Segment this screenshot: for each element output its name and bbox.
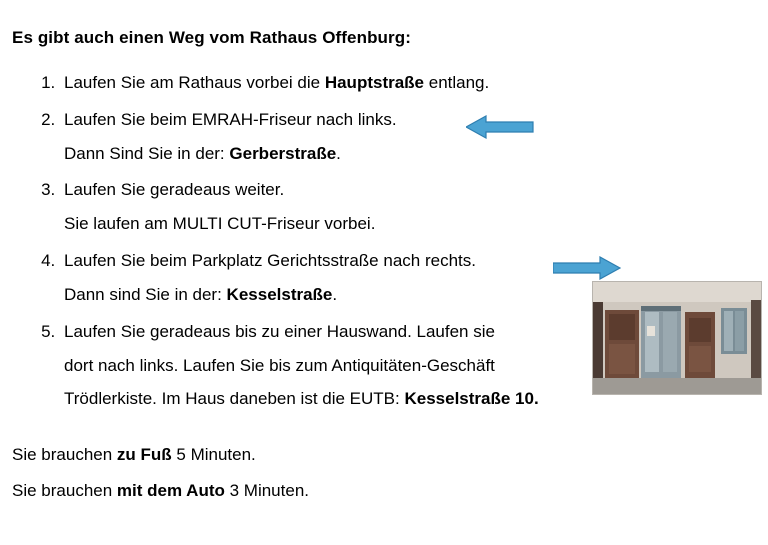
emphasized-text: Hauptstraße <box>324 73 425 92</box>
emphasized-text: Gerberstraße <box>229 143 337 163</box>
body-text: Laufen Sie beim Parkplatz Gerichtsstraße nach rechts. <box>64 251 476 271</box>
travel-time-line <box>12 442 750 468</box>
list-item <box>60 70 750 96</box>
body-text: . <box>336 143 341 163</box>
instruction-line <box>64 248 750 274</box>
body-text: Laufen Sie am Rathaus vorbei die <box>64 73 325 92</box>
body-text: Dann sind Sie in der: <box>64 284 227 304</box>
emphasized-text: Kesselstraße 10. <box>404 389 539 409</box>
body-text: Laufen Sie geradeaus bis zu einer Hauswand. Laufen sie <box>64 321 495 341</box>
emphasized-text: Kesselstraße <box>226 284 333 304</box>
instruction-line <box>64 211 750 237</box>
body-text: Laufen Sie geradeaus weiter. <box>64 180 285 200</box>
body-text: . <box>332 284 338 304</box>
body-text: Sie brauchen <box>12 445 117 465</box>
emphasized-text: mit dem Auto <box>116 480 225 500</box>
instruction-line <box>64 141 750 167</box>
arrow-pointing-right-icon <box>553 256 621 280</box>
emphasized-text: zu Fuß <box>116 445 172 465</box>
body-text: Dann Sind Sie in der: <box>64 143 230 163</box>
building-entrance-photo <box>592 281 762 395</box>
page-title: Es gibt auch einen Weg vom Rathaus Offenburg: <box>12 28 412 47</box>
body-text: 5 Minuten. <box>171 445 256 465</box>
travel-time-line <box>12 478 750 504</box>
body-text: Sie laufen am MULTI CUT-Friseur vorbei. <box>64 214 376 234</box>
body-text: Trödlerkiste. Im Haus daneben ist die EUTB: <box>64 389 405 409</box>
body-text: dort nach links. Laufen Sie bis zum Antiquitäten-Geschäft <box>64 355 495 375</box>
instruction-line <box>64 177 750 203</box>
instruction-line <box>64 70 750 96</box>
list-item <box>60 107 750 167</box>
list-item <box>60 177 750 237</box>
instruction-line <box>64 107 750 133</box>
body-text: Laufen Sie beim EMRAH-Friseur nach links. <box>64 109 397 129</box>
arrow-pointing-left-icon <box>466 115 534 139</box>
body-text: Sie brauchen <box>12 480 117 500</box>
body-text: 3 Minuten. <box>224 480 309 500</box>
travel-time-section <box>12 442 750 504</box>
body-text: entlang. <box>424 73 490 92</box>
